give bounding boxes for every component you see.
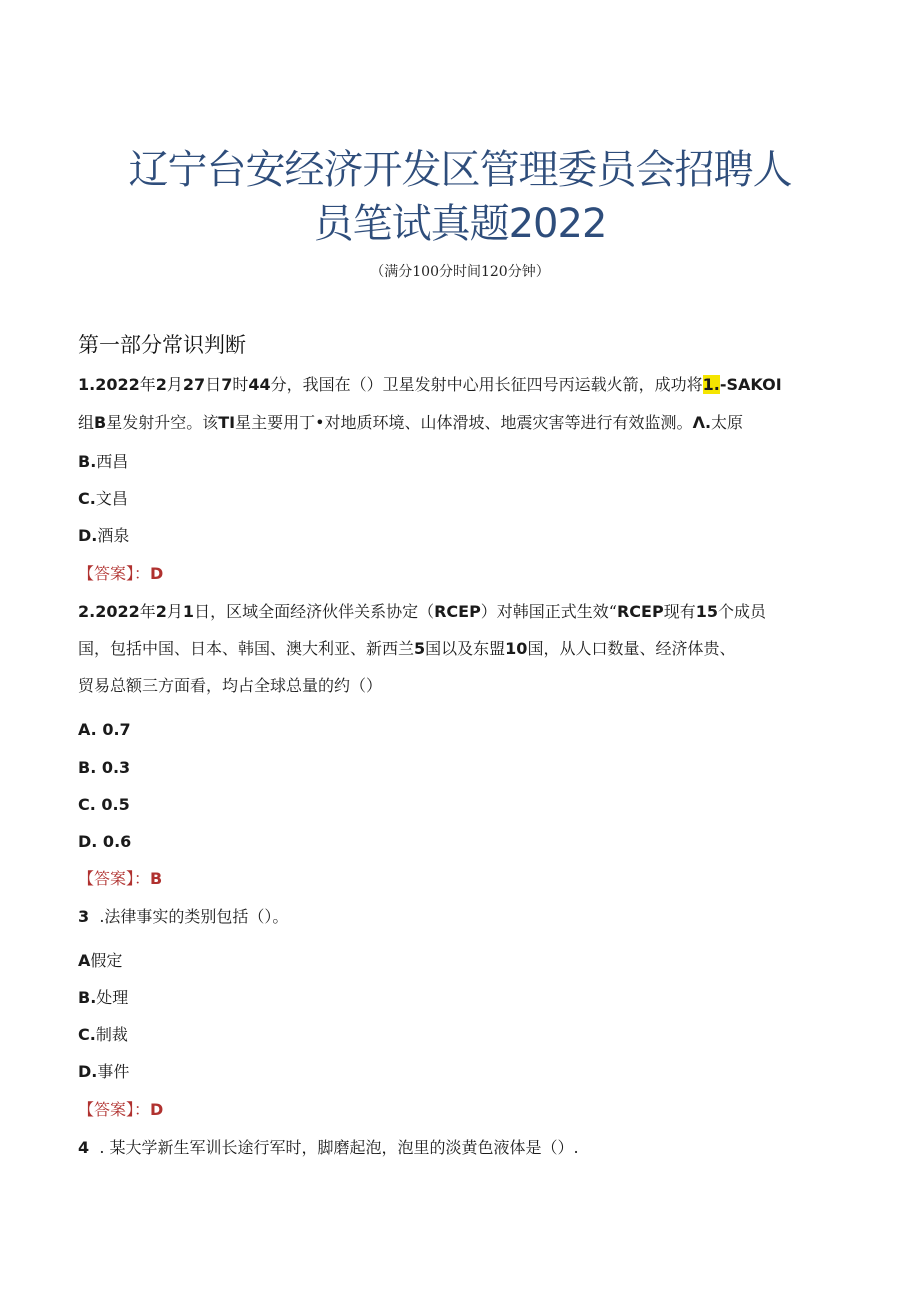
- question-number: 4: [78, 1138, 90, 1157]
- question-3-option-d: D.事件: [78, 1062, 130, 1081]
- question-3-option-a: A假定: [78, 951, 123, 970]
- question-3-option-c: C.制裁: [78, 1025, 128, 1044]
- question-2-option-a: A. 0.7: [78, 720, 131, 739]
- answer-label: 【答案】：: [78, 564, 151, 583]
- answer-value: B: [150, 869, 163, 888]
- question-2-option-c: C. 0.5: [78, 795, 130, 814]
- question-2-line-1: 2.2022年2月1日，区域全面经济伙伴关系协定（RCEP）对韩国正式生效“RCEP现有15个成员: [78, 602, 766, 621]
- question-1-option-c: C.文昌: [78, 489, 128, 508]
- question-1-line-1: 1.2022年2月27日7时44分，我国在（）卫星发射中心用长征四号丙运载火箭，成功将1.-SAKOI: [78, 375, 782, 394]
- question-2-option-b: B. 0.3: [78, 758, 131, 777]
- question-number: 1.2022: [78, 375, 140, 394]
- highlighted-text: 1.: [702, 375, 720, 394]
- document-title-line-2: 员笔试真题2022: [313, 201, 607, 247]
- answer-label: 【答案】：: [78, 869, 151, 888]
- question-3-answer: [78, 1099, 163, 1121]
- question-4-stem: 4 . 某大学新生军训长途行军时，脚磨起泡，泡里的淡黄色液体是（）.: [78, 1138, 579, 1157]
- answer-label: 【答案】：: [78, 1100, 151, 1119]
- exam-info-subtitle: （满分100分时间120分钟）: [370, 264, 550, 280]
- question-1-option-b: B.西昌: [78, 452, 129, 471]
- question-2-answer: [78, 868, 162, 890]
- question-1-answer: [78, 563, 163, 585]
- question-1-line-2: 组B星发射升空。该TI星主要用丁•对地质环境、山体滑坡、地震灾害等进行有效监测。Λ.太原: [78, 413, 744, 432]
- option-a-text: 太原: [711, 413, 744, 432]
- question-3-stem: 3 .法律事实的类别包括（）。: [78, 907, 289, 926]
- question-3-option-b: B.处理: [78, 988, 129, 1007]
- question-1-option-d: D.酒泉: [78, 526, 130, 545]
- answer-value: D: [150, 1100, 164, 1119]
- question-number: 3: [78, 907, 90, 926]
- question-2-option-d: D. 0.6: [78, 832, 132, 851]
- section-heading: 第一部分常识判断: [78, 333, 246, 357]
- document-title-line-1: 辽宁台安经济开发区管理委员会招聘人: [128, 147, 792, 193]
- question-2-line-2: 国，包括中国、日本、韩国、澳大利亚、新西兰5国以及东盟10国，从人口数量、经济体贵、: [78, 639, 736, 658]
- question-number: 2.2022: [78, 602, 140, 621]
- option-a-letter: Λ.: [692, 413, 712, 432]
- answer-value: D: [150, 564, 164, 583]
- question-2-line-3: 贸易总额三方面看，均占全球总量的约（）: [78, 676, 383, 695]
